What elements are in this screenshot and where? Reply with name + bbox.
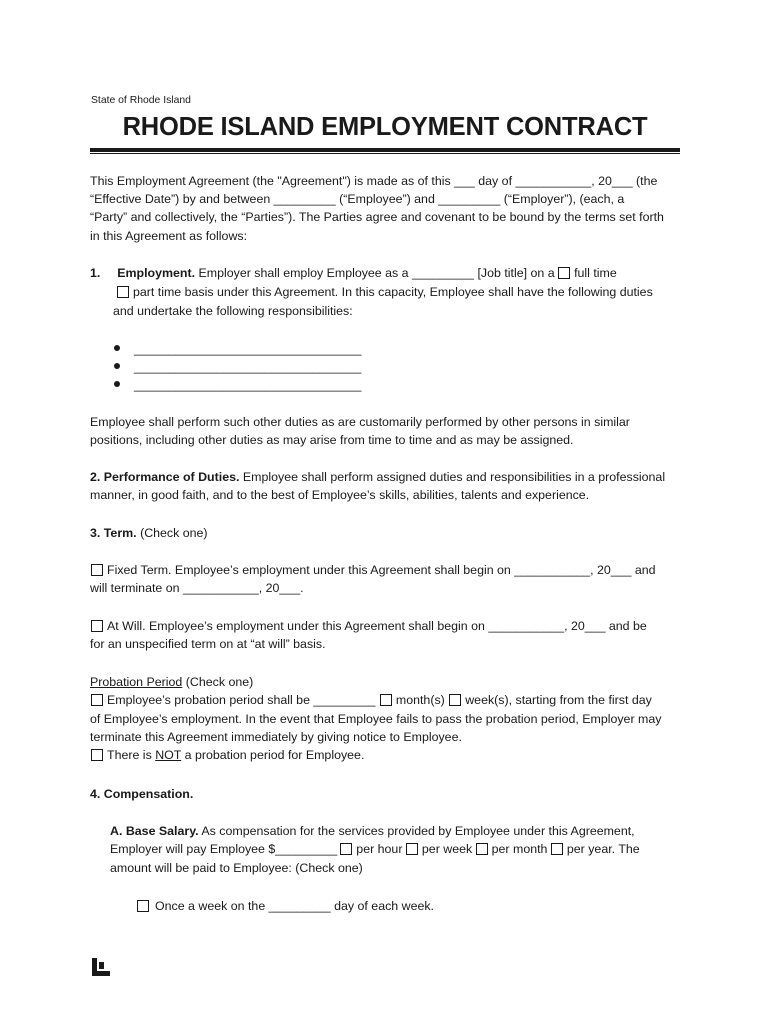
fixed-term-line-1: [91, 561, 656, 579]
at-will-text: At Will. Employee’s employment under this Agreement shall begin on ___________, 20___ and be: [107, 619, 647, 633]
no-probation-not: NOT: [155, 748, 182, 762]
full-time-checkbox[interactable]: [558, 267, 570, 279]
duty-blank-1: _________________________________: [134, 342, 362, 356]
probation-heading-line: [90, 673, 253, 691]
probation-heading: Probation Period: [90, 675, 183, 689]
section-2-heading: 2. Performance of Duties.: [90, 470, 240, 484]
section-4-heading-line: [90, 785, 193, 803]
at-will-line-2: for an unspecified term on at “at will” basis.: [90, 637, 326, 651]
bullet-icon: [114, 345, 120, 351]
per-year-checkbox[interactable]: [551, 843, 563, 855]
duty-bullet-1: [114, 340, 361, 358]
part-time-checkbox[interactable]: [117, 286, 129, 298]
section-2-line-1: [90, 468, 665, 486]
per-hour-label: per hour: [356, 842, 403, 856]
base-salary-line-2: [110, 840, 640, 858]
intro-line-1: This Employment Agreement (the "Agreement") is made as of this ___ day of ___________, 20___ (the: [90, 174, 658, 188]
per-month-checkbox[interactable]: [476, 843, 488, 855]
section-3-note: (Check one): [140, 526, 208, 540]
section-2-text: Employee shall perform assigned duties and responsibilities in a professional: [242, 470, 666, 484]
no-probation-text-a: There is: [107, 748, 152, 762]
legal-templates-logo-icon: [92, 958, 110, 976]
intro-line-3: “Party” and collectively, the “Parties”). The Parties agree and covenant to be bound by the terms set forth: [90, 210, 664, 224]
fixed-term-checkbox[interactable]: [91, 564, 103, 576]
part-time-label: part time basis under this Agreement. In this capacity, Employee shall have the following duties: [133, 285, 653, 299]
title-rule: [90, 148, 680, 152]
title-rule-thin: [90, 153, 680, 154]
section-1-text: Employer shall employ Employee as a _________ [Job title] on a: [198, 266, 555, 280]
base-salary-text: As compensation for the services provided by Employee under this Agreement,: [201, 824, 635, 838]
fixed-term-text: Fixed Term. Employee’s employment under this Agreement shall begin on ___________, 20___ and: [107, 563, 656, 577]
base-salary-line-1: [110, 822, 635, 840]
other-duties-line-1: Employee shall perform such other duties as are customarily performed by other persons in similar: [90, 415, 630, 429]
section-1-number: 1.: [90, 266, 101, 280]
probation-months-label: month(s): [395, 693, 445, 707]
per-week-label: per week: [421, 842, 473, 856]
probation-line-2: of Employee’s employment. In the event that Employee fails to pass the probation period, Employer may: [90, 712, 662, 726]
per-year-label: per year. The: [566, 842, 640, 856]
base-salary-amount-text: Employer will pay Employee $_________: [110, 842, 338, 856]
probation-note: (Check one): [185, 675, 254, 689]
section-3-heading: 3. Term.: [90, 526, 137, 540]
probation-weeks-label: week(s), starting from the first day: [465, 693, 652, 707]
no-probation-text-b: a probation period for Employee.: [184, 748, 365, 762]
intro-line-2: “Effective Date”) by and between _________ (“Employee”) and _________ (“Employer”), (each, a: [90, 192, 625, 206]
no-probation-checkbox[interactable]: [91, 749, 103, 761]
base-salary-heading: A. Base Salary.: [110, 824, 199, 838]
probation-text: Employee’s probation period shall be _________: [107, 693, 376, 707]
duty-blank-3: _________________________________: [134, 378, 362, 392]
duty-blank-2: _________________________________: [134, 360, 362, 374]
once-week-line: [137, 897, 434, 915]
section-1-line-1: [90, 264, 617, 282]
section-4-heading: 4. Compensation.: [90, 787, 194, 801]
probation-checkbox[interactable]: [91, 694, 103, 706]
section-1-heading: Employment.: [117, 266, 196, 280]
page-title: RHODE ISLAND EMPLOYMENT CONTRACT: [122, 113, 648, 141]
full-time-label: full time: [574, 266, 617, 280]
per-week-checkbox[interactable]: [406, 843, 418, 855]
duty-bullet-2: [114, 358, 361, 376]
base-salary-line-3: amount will be paid to Employee: (Check one): [110, 861, 363, 875]
bullet-icon: [114, 363, 120, 369]
probation-line-3: terminate this Agreement immediately by giving notice to Employee.: [90, 730, 462, 744]
section-3-heading-line: [90, 524, 208, 542]
at-will-checkbox[interactable]: [91, 620, 103, 632]
probation-weeks-checkbox[interactable]: [449, 694, 461, 706]
per-month-label: per month: [491, 842, 548, 856]
other-duties-line-2: positions, including other duties as may arise from time to time and as may be assigned.: [90, 433, 574, 447]
per-hour-checkbox[interactable]: [340, 843, 352, 855]
state-label: State of Rhode Island: [91, 95, 191, 106]
intro-line-4: in this Agreement as follows:: [90, 229, 248, 243]
section-1-line-3: and undertake the following responsibilities:: [113, 304, 353, 318]
at-will-line-1: [91, 617, 647, 635]
once-week-checkbox[interactable]: [137, 900, 149, 912]
probation-line-1: [91, 691, 652, 709]
no-probation-line: [91, 746, 364, 764]
once-week-text: Once a week on the _________ day of each week.: [155, 899, 434, 913]
bullet-icon: [114, 381, 120, 387]
fixed-term-line-2: will terminate on ___________, 20___.: [90, 581, 304, 595]
section-2-line-2: manner, in good faith, and to the best of Employee’s skills, abilities, talents and experience.: [90, 488, 590, 502]
probation-months-checkbox[interactable]: [380, 694, 392, 706]
duty-bullet-3: [114, 376, 361, 394]
section-1-line-2: [117, 283, 653, 301]
